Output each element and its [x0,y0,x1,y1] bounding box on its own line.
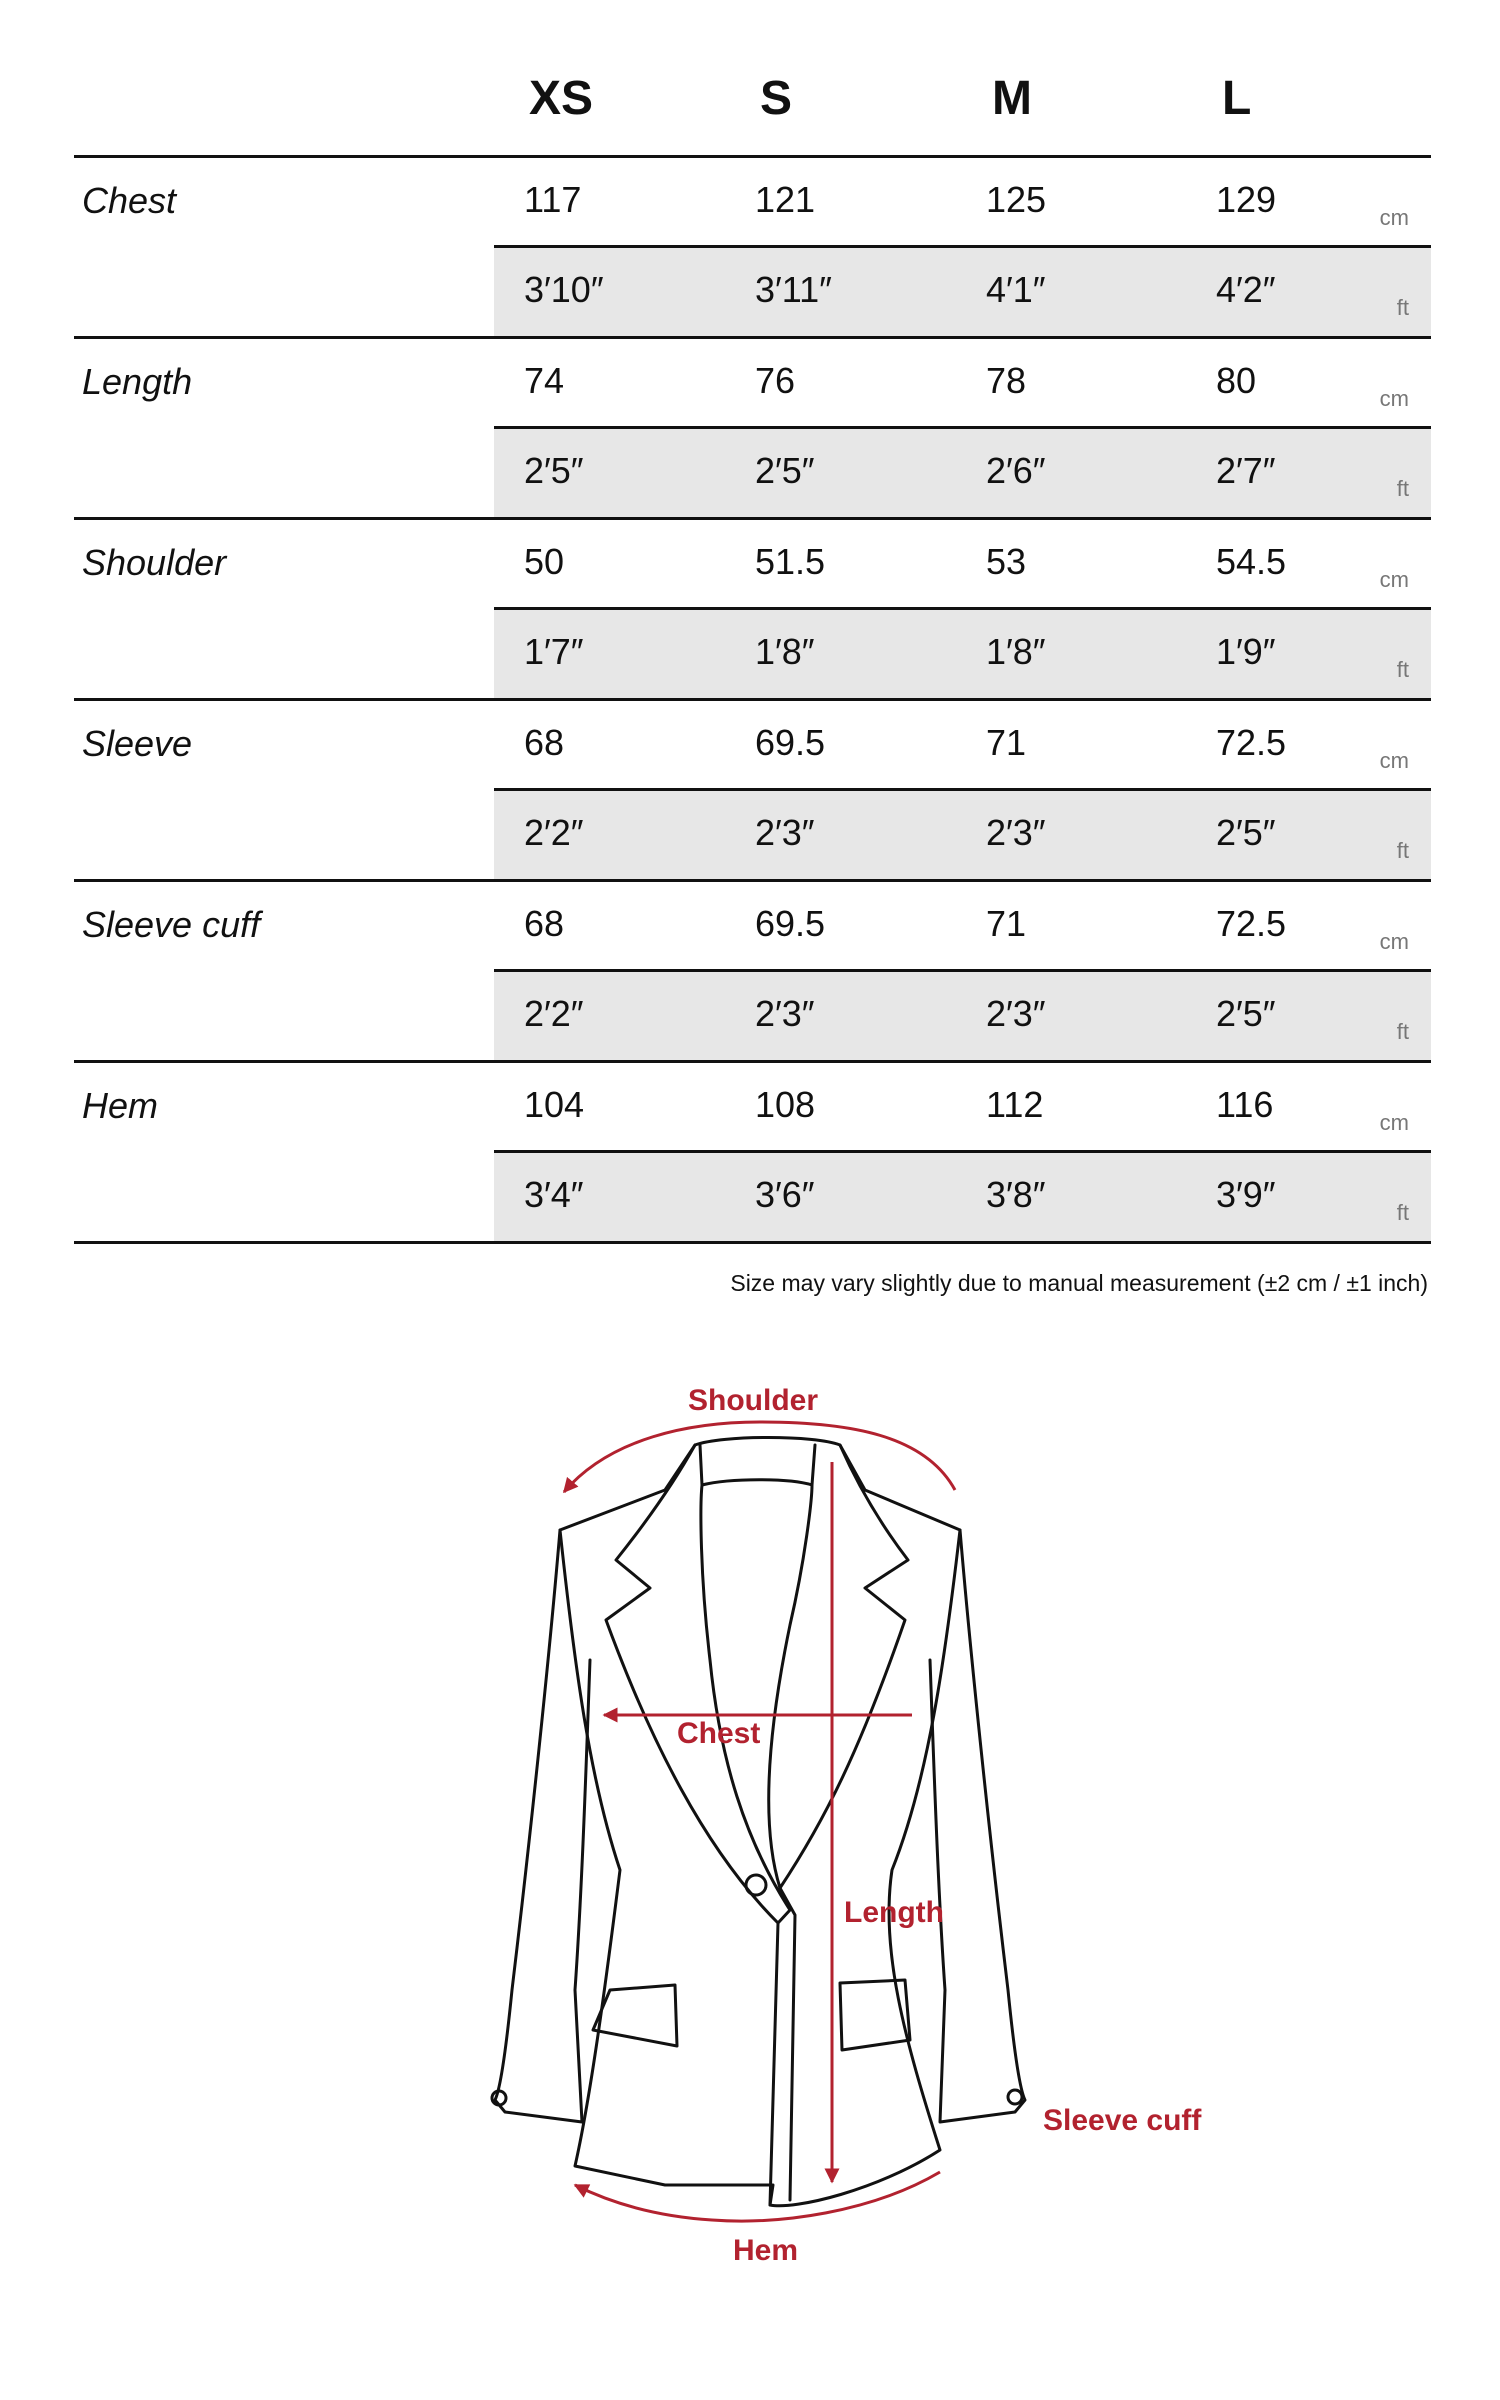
ft-row [494,972,1431,1060]
measurement-chest [74,158,1431,339]
ft-value: 2′5″ [1216,993,1276,1034]
cm-row [494,701,1431,791]
ft-value: 2′5″ [755,450,815,491]
cm-row [494,339,1431,429]
ft-value: 2′3″ [986,812,1046,853]
ft-value: 2′5″ [524,450,584,491]
cm-row [494,1063,1431,1153]
cm-value: 68 [524,903,565,944]
ft-row [494,429,1431,517]
cm-value: 71 [986,903,1027,944]
cm-value: 74 [524,360,565,401]
ft-value: 2′2″ [524,812,584,853]
ft-value: 1′9″ [1216,631,1276,672]
measurement-name: Length [82,361,193,402]
cm-value: 112 [986,1084,1044,1125]
ft-value: 3′9″ [1216,1174,1276,1215]
cm-value: 71 [986,722,1027,763]
jacket-left-lapel [606,1445,790,1923]
cm-value: 72.5 [1216,722,1287,763]
measurement-name: Hem [82,1085,159,1126]
ft-value: 1′8″ [755,631,815,672]
cm-value: 125 [986,179,1047,220]
measurement-note: Size may vary slightly due to manual measurement (±2 cm / ±1 inch) [730,1270,1428,1296]
measurement-shoulder [74,520,1431,701]
measurement-sleeve-cuff [74,882,1431,1063]
jacket-right-pocket [840,1980,910,2050]
chest-label: Chest [677,1717,761,1750]
cm-value: 80 [1216,360,1257,401]
cm-value: 78 [986,360,1027,401]
ft-value: 1′8″ [986,631,1046,672]
measurement-length [74,339,1431,520]
measurement-name: Sleeve cuff [82,904,261,945]
shoulder-arrow [564,1422,955,1492]
cm-value: 104 [524,1084,585,1125]
measurement-name: Sleeve [82,723,193,764]
cm-value: 116 [1216,1084,1274,1125]
measurement-hem [74,1063,1431,1244]
jacket-outline [492,1438,1025,2206]
cm-value: 68 [524,722,565,763]
jacket-button [746,1875,766,1895]
shoulder-label: Shoulder [688,1384,819,1417]
measurement-name: Shoulder [82,542,227,583]
cm-row [494,520,1431,610]
jacket-left-pocket [593,1985,677,2046]
cm-row [494,158,1431,248]
cm-unit: cm [1379,1110,1409,1135]
cm-row [494,882,1431,972]
ft-row [494,791,1431,879]
ft-value: 3′4″ [524,1174,584,1215]
measurement-labels [677,1384,1202,2267]
ft-value: 2′3″ [755,993,815,1034]
ft-value: 3′11″ [755,269,832,310]
size-header-row [74,60,1431,158]
ft-unit: ft [1396,1019,1409,1044]
measurement-sleeve [74,701,1431,882]
ft-row [494,610,1431,698]
ft-value: 2′6″ [986,450,1046,491]
cm-value: 51.5 [755,541,826,582]
cm-value: 69.5 [755,903,826,944]
cm-unit: cm [1379,567,1409,592]
jacket-left-sleeve [495,1530,590,2122]
ft-unit: ft [1396,657,1409,682]
ft-unit: ft [1396,1200,1409,1225]
cm-value: 117 [524,179,582,220]
right-cuff-button [1008,2090,1022,2104]
jacket-collar-back [700,1445,815,1485]
cm-unit: cm [1379,386,1409,411]
ft-row [494,248,1431,336]
jacket-measurement-diagram [0,1340,1500,2320]
ft-value: 3′10″ [524,269,604,310]
cm-value: 129 [1216,179,1277,220]
hem-label: Hem [733,2234,799,2267]
cm-unit: cm [1379,205,1409,230]
cm-value: 69.5 [755,722,826,763]
ft-value: 2′2″ [524,993,584,1034]
cm-unit: cm [1379,748,1409,773]
ft-unit: ft [1396,838,1409,863]
ft-value: 3′6″ [755,1174,815,1215]
size-m-label: M [992,72,1032,125]
ft-value: 4′2″ [1216,269,1276,310]
ft-unit: ft [1396,295,1409,320]
ft-value: 2′3″ [755,812,815,853]
ft-value: 2′7″ [1216,450,1276,491]
size-s-label: S [760,72,793,125]
jacket-right-sleeve [930,1530,1025,2122]
size-xs-label: XS [529,72,594,125]
ft-value: 2′3″ [986,993,1046,1034]
jacket-right-lapel [769,1445,908,1888]
cm-value: 76 [755,360,796,401]
cm-value: 53 [986,541,1027,582]
cm-value: 72.5 [1216,903,1287,944]
measurement-name: Chest [82,180,177,221]
jacket-front-edge [770,1888,795,2205]
cm-value: 108 [755,1084,816,1125]
cm-value: 54.5 [1216,541,1287,582]
ft-unit: ft [1396,476,1409,501]
ft-value: 4′1″ [986,269,1046,310]
cm-value: 50 [524,541,565,582]
size-chart-table [74,60,1431,1244]
ft-row [494,1153,1431,1241]
ft-value: 3′8″ [986,1174,1046,1215]
cm-value: 121 [755,179,816,220]
size-l-label: L [1222,72,1252,125]
sleeve-cuff-label: Sleeve cuff [1043,2104,1202,2137]
ft-value: 2′5″ [1216,812,1276,853]
length-label: Length [844,1896,944,1929]
cm-unit: cm [1379,929,1409,954]
ft-value: 1′7″ [524,631,584,672]
